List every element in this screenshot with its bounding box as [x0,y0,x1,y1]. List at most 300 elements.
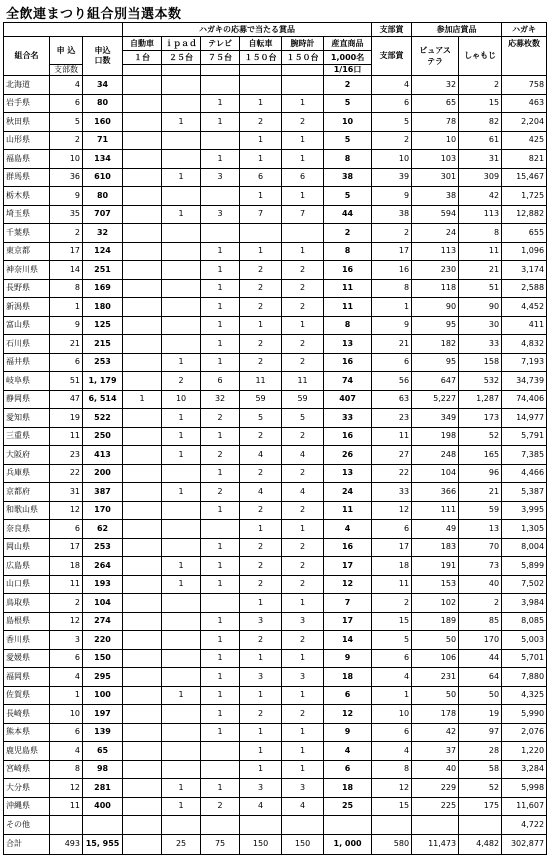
car-count [123,353,162,372]
prize-watch-qty: １５０台 [282,51,324,65]
table-row [4,187,547,206]
prize-local-header: 産直商品 [324,37,372,51]
col-name-header: 組合名 [4,37,50,76]
unit-count: 34 [83,76,123,95]
ipad-count [162,316,201,335]
local-goods-count: 5 [324,131,372,150]
store-shamoji-count [459,816,502,835]
ipad-count [162,279,201,298]
table-row [4,612,547,631]
car-count [123,150,162,169]
apply-count: 1 [50,298,83,317]
store-shamoji-count: 173 [459,409,502,428]
union-name: 福岡県 [4,668,50,687]
car-count [123,834,162,855]
store-beauty-count: 230 [412,261,459,280]
car-count [123,205,162,224]
car-count [123,797,162,816]
apply-count: 6 [50,353,83,372]
table-row [4,242,547,261]
bike-count: 2 [240,501,282,520]
car-count [123,279,162,298]
table-row [4,113,547,132]
car-count [123,668,162,687]
watch-count: 7 [282,205,324,224]
tv-count: 1 [201,538,240,557]
branch-prize-count: 1 [372,686,412,705]
bike-count [240,224,282,243]
union-name: 福井県 [4,353,50,372]
car-count [123,501,162,520]
postcard-count: 655 [502,224,547,243]
header-blank [4,23,123,37]
branch-prize-count: 15 [372,797,412,816]
branch-prize-count: 5 [372,113,412,132]
local-goods-count [324,816,372,835]
bike-count: 2 [240,538,282,557]
store-beauty-count: 24 [412,224,459,243]
postcard-count: 4,325 [502,686,547,705]
branch-prize-count: 10 [372,705,412,724]
postcard-count: 3,995 [502,501,547,520]
unit-count: 98 [83,760,123,779]
ipad-count: 2 [162,372,201,391]
postcard-count: 5,791 [502,427,547,446]
store-shamoji-count: 309 [459,168,502,187]
bike-count: 3 [240,779,282,798]
postcard-count: 3,984 [502,594,547,613]
tv-count: 1 [201,649,240,668]
store-shamoji-count: 64 [459,668,502,687]
total-row [4,834,547,855]
unit-count: 62 [83,520,123,539]
tv-count: 3 [201,205,240,224]
apply-count: 1 [50,686,83,705]
table-row [4,372,547,391]
apply-count: 9 [50,316,83,335]
apply-count: 2 [50,594,83,613]
table-row [4,742,547,761]
local-goods-count: 17 [324,612,372,631]
watch-count: 4 [282,797,324,816]
bike-count: 11 [240,372,282,391]
store-beauty-count: 225 [412,797,459,816]
local-goods-count: 11 [324,298,372,317]
branch-prize-count: 10 [372,150,412,169]
local-goods-count: 5 [324,187,372,206]
postcard-count: 7,880 [502,668,547,687]
store-shamoji-count: 175 [459,797,502,816]
branch-prize-count: 38 [372,205,412,224]
table-row [4,483,547,502]
tv-count: 2 [201,446,240,465]
unit-count: 180 [83,298,123,317]
bike-count: 2 [240,631,282,650]
postcard-count: 425 [502,131,547,150]
store-shamoji-count: 40 [459,575,502,594]
ipad-count: 1 [162,557,201,576]
table-row [4,94,547,113]
unit-count: 160 [83,113,123,132]
store-beauty-count: 103 [412,150,459,169]
bike-count: 2 [240,427,282,446]
postcard-count: 34,739 [502,372,547,391]
local-goods-count: 25 [324,797,372,816]
postcard-count: 1,220 [502,742,547,761]
unit-count: 387 [83,483,123,502]
branch-prize-count: 2 [372,224,412,243]
apply-count: 17 [50,538,83,557]
store-shamoji-count: 2 [459,594,502,613]
local-goods-count: 407 [324,390,372,409]
union-name: 山形県 [4,131,50,150]
unit-count: 413 [83,446,123,465]
bike-count: 1 [240,150,282,169]
local-goods-count: 14 [324,631,372,650]
store-shamoji-count: 2 [459,76,502,95]
car-count [123,298,162,317]
tv-count [201,131,240,150]
watch-count: 1 [282,520,324,539]
ipad-count: 1 [162,113,201,132]
prize-ipad-header: ｉｐａｄ [162,37,201,51]
bike-count: 1 [240,316,282,335]
postcard-count: 12,882 [502,205,547,224]
bike-count: 1 [240,742,282,761]
union-name: 埼玉県 [4,205,50,224]
bike-count: 1 [240,594,282,613]
unit-count: 170 [83,501,123,520]
bike-count: 4 [240,797,282,816]
apply-count: 8 [50,760,83,779]
watch-count: 2 [282,464,324,483]
ipad-count [162,501,201,520]
ipad-count [162,464,201,483]
postcard-count: 411 [502,316,547,335]
prize-tv-header: テレビ [201,37,240,51]
store-item-beauty-header: ビュアス テラ [412,37,459,76]
apply-count: 47 [50,390,83,409]
store-beauty-count: 11,473 [412,834,459,855]
postcard-count: 11,607 [502,797,547,816]
apply-count: 51 [50,372,83,391]
table-row [4,649,547,668]
union-name: 岐阜県 [4,372,50,391]
apply-count: 23 [50,446,83,465]
postcard-count: 7,385 [502,446,547,465]
branch-prize-count: 11 [372,575,412,594]
watch-count: 59 [282,390,324,409]
ipad-count [162,816,201,835]
car-count [123,483,162,502]
store-shamoji-count: 532 [459,372,502,391]
total-label: 合計 [4,834,50,855]
prize-tv-qty: ７５台 [201,51,240,65]
ipad-count [162,150,201,169]
store-beauty-count [412,816,459,835]
store-shamoji-count: 70 [459,538,502,557]
odds-blank [201,65,240,76]
postcard-count: 2,076 [502,723,547,742]
unit-count: 610 [83,168,123,187]
ipad-count [162,631,201,650]
unit-count: 251 [83,261,123,280]
unit-count: 193 [83,575,123,594]
union-name: 三重県 [4,427,50,446]
unit-count: 197 [83,705,123,724]
unit-count: 65 [83,742,123,761]
unit-count: 169 [83,279,123,298]
watch-count: 2 [282,538,324,557]
union-name: 長野県 [4,279,50,298]
store-shamoji-count: 42 [459,187,502,206]
tv-count [201,76,240,95]
postcard-group-header: ハガキ [502,23,547,37]
bike-count: 1 [240,94,282,113]
ipad-count: 1 [162,797,201,816]
apply-count: 6 [50,723,83,742]
bike-count: 1 [240,649,282,668]
bike-count: 2 [240,261,282,280]
unit-count: 1, 179 [83,372,123,391]
tv-count: 1 [201,723,240,742]
prize-car-header: 自動車 [123,37,162,51]
store-beauty-count: 647 [412,372,459,391]
store-shamoji-count: 33 [459,335,502,354]
store-shamoji-count: 21 [459,261,502,280]
postcard-count: 5,899 [502,557,547,576]
car-count [123,224,162,243]
watch-count: 1 [282,760,324,779]
branch-prize-count: 22 [372,464,412,483]
branch-prize-count: 18 [372,557,412,576]
table-row [4,131,547,150]
tv-count: 1 [201,261,240,280]
tv-count: 1 [201,575,240,594]
car-count [123,372,162,391]
store-beauty-count: 229 [412,779,459,798]
bike-count: 2 [240,335,282,354]
union-name: 愛媛県 [4,649,50,668]
table-row [4,594,547,613]
table-row [4,205,547,224]
local-goods-count: 26 [324,446,372,465]
unit-count: 6, 514 [83,390,123,409]
table-row [4,668,547,687]
local-goods-count: 6 [324,760,372,779]
store-shamoji-count: 73 [459,557,502,576]
apply-count: 21 [50,335,83,354]
postcard-count: 463 [502,94,547,113]
unit-count: 104 [83,594,123,613]
union-name: 北海道 [4,76,50,95]
watch-count: 2 [282,427,324,446]
table-row [4,723,547,742]
table-row [4,631,547,650]
watch-count: 2 [282,113,324,132]
unit-count: 250 [83,427,123,446]
branch-prize-count: 27 [372,446,412,465]
branch-prize-header: 支部賞 [372,37,412,76]
store-beauty-count: 178 [412,705,459,724]
store-shamoji-count: 59 [459,501,502,520]
tv-count: 6 [201,372,240,391]
watch-count: 4 [282,446,324,465]
ipad-count: 1 [162,483,201,502]
apply-count: 14 [50,261,83,280]
table-row [4,446,547,465]
local-goods-count: 44 [324,205,372,224]
apply-count: 35 [50,205,83,224]
prize-ipad-qty: ２５台 [162,51,201,65]
local-goods-count: 24 [324,483,372,502]
store-group-header: 参加店賞品 [412,23,502,37]
unit-count: 264 [83,557,123,576]
apply-count [50,816,83,835]
table-row [4,538,547,557]
postcard-count: 758 [502,76,547,95]
branch-prize-count: 2 [372,131,412,150]
car-count [123,113,162,132]
union-name: 島根県 [4,612,50,631]
union-name: 広島県 [4,557,50,576]
bike-count: 2 [240,464,282,483]
results-table [3,22,547,855]
store-shamoji-count: 28 [459,742,502,761]
store-beauty-count: 594 [412,205,459,224]
watch-count: 1 [282,242,324,261]
watch-count: 150 [282,834,324,855]
union-name: 沖縄県 [4,797,50,816]
store-beauty-count: 5,227 [412,390,459,409]
tv-count [201,224,240,243]
ipad-count [162,261,201,280]
store-shamoji-count: 82 [459,113,502,132]
unit-count: 274 [83,612,123,631]
watch-count: 11 [282,372,324,391]
tv-count: 1 [201,427,240,446]
tv-count: 1 [201,113,240,132]
unit-count: 253 [83,353,123,372]
union-name: 石川県 [4,335,50,354]
local-goods-count: 7 [324,594,372,613]
local-goods-count: 18 [324,779,372,798]
branch-prize-count: 9 [372,187,412,206]
watch-count: 1 [282,150,324,169]
tv-count: 1 [201,298,240,317]
branch-prize-count: 6 [372,723,412,742]
branch-prize-count: 63 [372,390,412,409]
watch-count: 6 [282,168,324,187]
bike-count: 6 [240,168,282,187]
postcard-count: 302,877 [502,834,547,855]
ipad-count [162,187,201,206]
unit-count: 32 [83,224,123,243]
store-shamoji-count: 113 [459,205,502,224]
watch-count: 1 [282,594,324,613]
bike-count: 2 [240,575,282,594]
branch-prize-count: 21 [372,335,412,354]
col-units-header-bottom: 口数 [94,56,111,65]
store-beauty-count: 90 [412,298,459,317]
table-row [4,797,547,816]
store-beauty-count: 113 [412,242,459,261]
car-count [123,612,162,631]
tv-count: 1 [201,557,240,576]
unit-count: 220 [83,631,123,650]
store-shamoji-count: 1,287 [459,390,502,409]
apply-count: 4 [50,668,83,687]
watch-count: 5 [282,409,324,428]
unit-count: 295 [83,668,123,687]
watch-count: 2 [282,261,324,280]
watch-count: 3 [282,612,324,631]
store-beauty-count: 10 [412,131,459,150]
union-name: 岩手県 [4,94,50,113]
car-count [123,168,162,187]
car-count [123,131,162,150]
postcard-count: 3,284 [502,760,547,779]
table-row [4,557,547,576]
odds-blank [162,65,201,76]
table-row [4,520,547,539]
union-name: 宮崎県 [4,760,50,779]
branch-prize-count: 16 [372,261,412,280]
unit-count: 80 [83,94,123,113]
bike-count: 1 [240,520,282,539]
branch-prize-count: 39 [372,168,412,187]
store-beauty-count: 50 [412,631,459,650]
car-count [123,779,162,798]
store-beauty-count: 104 [412,464,459,483]
ipad-count [162,538,201,557]
store-beauty-count: 248 [412,446,459,465]
store-beauty-count: 38 [412,187,459,206]
ipad-count [162,668,201,687]
branch-prize-count: 56 [372,372,412,391]
local-goods-count: 13 [324,464,372,483]
union-name: 和歌山県 [4,501,50,520]
postcard-count: 74,406 [502,390,547,409]
postcard-count: 2,588 [502,279,547,298]
postcard-count: 1,305 [502,520,547,539]
ipad-count: 1 [162,427,201,446]
ipad-count: 25 [162,834,201,855]
ipad-count [162,76,201,95]
store-beauty-count: 102 [412,594,459,613]
bike-count: 4 [240,446,282,465]
store-shamoji-count: 85 [459,612,502,631]
local-goods-count: 2 [324,224,372,243]
store-shamoji-count: 13 [459,520,502,539]
branch-prize-count: 33 [372,483,412,502]
postcard-count: 14,977 [502,409,547,428]
local-goods-count: 2 [324,76,372,95]
car-count [123,427,162,446]
tv-count [201,187,240,206]
ipad-count [162,94,201,113]
ipad-count [162,298,201,317]
prize-bike-header: 自転車 [240,37,282,51]
bike-count: 3 [240,668,282,687]
table-row [4,224,547,243]
col-units-header-top: 申込 [94,46,111,55]
branch-prize-count: 6 [372,649,412,668]
store-beauty-count: 183 [412,538,459,557]
local-odds-label: 1/16口 [324,65,372,76]
local-goods-count: 12 [324,575,372,594]
store-shamoji-count: 90 [459,298,502,317]
